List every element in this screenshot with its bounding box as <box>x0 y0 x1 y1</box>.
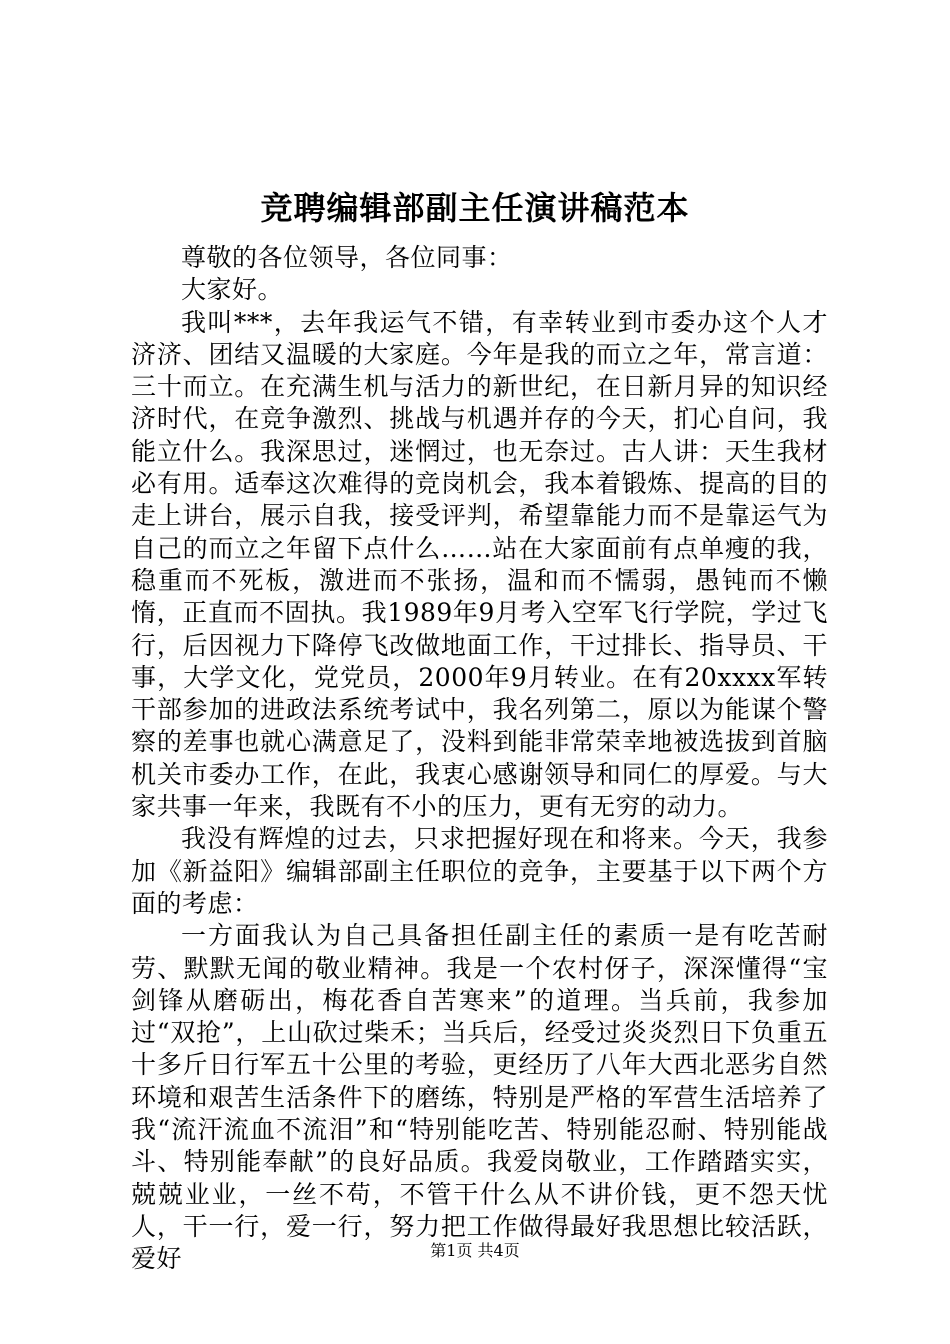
page-number-footer: 第1页 共4页 <box>430 1241 520 1260</box>
motivation-paragraph: 我没有辉煌的过去，只求把握好现在和将来。今天，我参加《新益阳》编辑部副主任职位的竞争，主要基于以下两个方面的考虑： <box>131 824 828 918</box>
introduction-paragraph: 我叫***，去年我运气不错，有幸转业到市委办这个人才济济、团结又温暖的大家庭。今年是我的而立之年，常言道：三十而立。在充满生机与活力的新世纪，在日新月异的知识经济时代，在竞争激烈、挑战与机遇并存的今天，扪心自问，我能立什么。我深思过，迷惘过，也无奈过。古人讲：天生我材必有用。适奉这次难得的竞岗机会，我本着锻炼、提高的目的走上讲台，展示自我，接受评判，希望靠能力而不是靠运气为自己的而立之年留下点什么……站在大家面前有点单瘦的我，稳重而不死板，激进而不张扬，温和而不懦弱，愚钝而不懒惰，正直而不固执。我1989年9月考入空军飞行学院，学过飞行，后因视力下降停飞改做地面工作，干过排长、指导员、干事，大学文化，党党员，2000年9月转业。在有20xxxx军转干部参加的进政法系统考试中，我名列第二，原以为能谋个警察的差事也就心满意足了，没料到能非常荣幸地被选拔到首脑机关市委办工作，在此，我衷心感谢领导和同仁的厚爱。与大家共事一年来，我既有不小的压力，更有无穷的动力。 <box>131 307 828 822</box>
document-body <box>131 242 828 1276</box>
greeting-paragraph: 大家好。 <box>181 275 284 305</box>
qualification-paragraph: 一方面我认为自己具备担任副主任的素质一是有吃苦耐劳、默默无闻的敬业精神。我是一个农村伢子，深深懂得“宝剑锋从磨砺出，梅花香自苦寒来”的道理。当兵前，我参加过“双抢”，上山砍过柴禾；当兵后，经受过炎炎烈日下负重五十多斤日行军五十公里的考验，更经历了八年大西北恶劣自然环境和艰苦生活条件下的磨练，特别是严格的军营生活培养了我“流汗流血不流泪”和“特别能吃苦、特别能忍耐、特别能战斗、特别能奉献”的良好品质。我爱岗敬业，工作踏踏实实，兢兢业业，一丝不苟，不管干什么从不讲价钱，更不怨天忧人，干一行，爱一行，努力把工作做得最好我思想比较活跃，爱好 <box>131 921 828 1274</box>
salutation-paragraph: 尊敬的各位领导，各位同事： <box>181 243 513 272</box>
document-title: 竞聘编辑部副主任演讲稿范本 <box>260 189 690 227</box>
